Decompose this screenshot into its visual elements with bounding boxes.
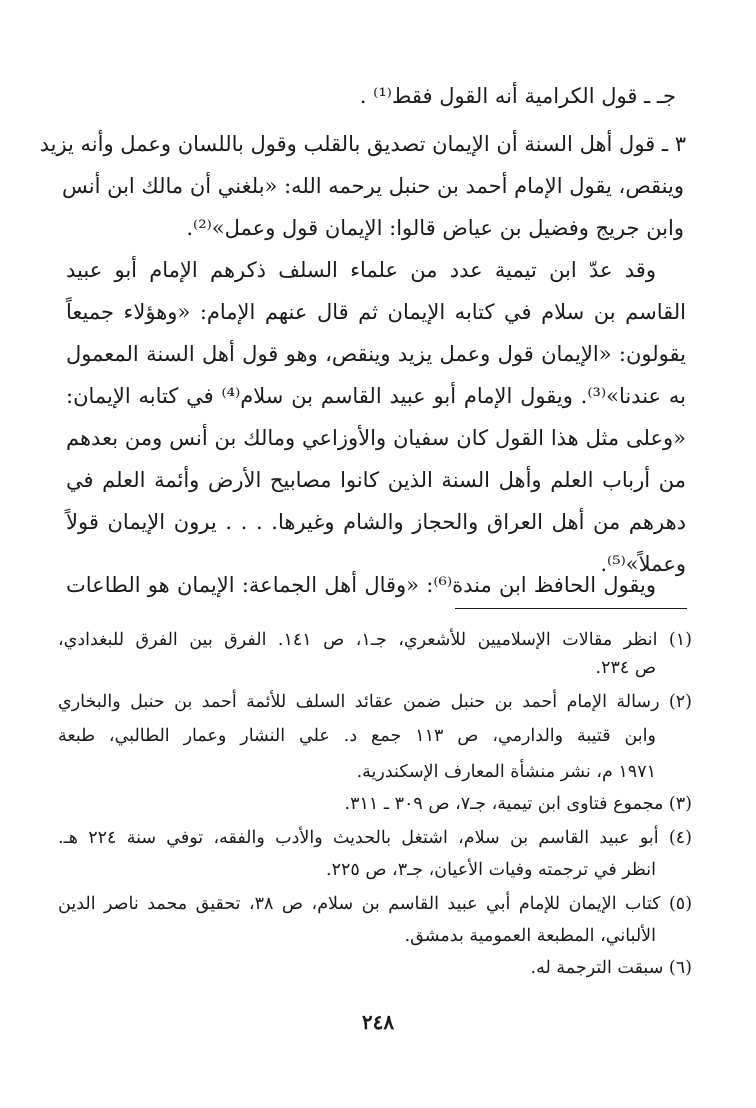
body-line: دهرهم من أهل العراق والحجاز والشام وغيرها. . . . يرون الإيمان قولاً [66, 510, 686, 534]
footnote-line: (٢) رسالة الإمام أحمد بن حنبل ضمن عقائد السلف للأئمة أحمد بن حنبل والبخاري [58, 692, 692, 712]
body-line: من أرباب العلم وأهل السنة الذين كانوا مصابيح الأرض وأئمة العلم في [66, 468, 686, 492]
body-line: وقد عدّ ابن تيمية عدد من علماء السلف ذكرهم الإمام أبو عبيد [66, 258, 656, 282]
body-line: وعملاً»⁽⁵⁾. [600, 552, 686, 576]
page-number: ٢٤٨ [361, 1010, 395, 1034]
body-line: وينقص، يقول الإمام أحمد بن حنبل يرحمه الله: «بلغني أن مالك ابن أنس [61, 174, 684, 198]
footnote-line: (٥) كتاب الإيمان للإمام أبي عبيد القاسم بن سلام، ص ٣٨، تحقيق محمد ناصر الدين [58, 894, 693, 914]
footnote-separator [455, 608, 687, 609]
footnote-line: انظر في ترجمته وفيات الأعيان، جـ٣، ص ٢٢٥. [325, 860, 656, 880]
footnote-line: (٤) أبو عبيد القاسم بن سلام، اشتغل بالحديث والأدب والفقه، توفي سنة ٢٢٤ هـ. [58, 828, 692, 848]
body-line: به عندنا»⁽³⁾. ويقول الإمام أبو عبيد القاسم بن سلام⁽⁴⁾ في كتابه الإيمان: [66, 384, 686, 408]
body-line: «وعلى مثل هذا القول كان سفيان والأوزاعي ومالك بن أنس ومن بعدهم [66, 426, 686, 450]
footnote-line: (٣) مجموع فتاوى ابن تيمية، جـ٧، ص ٣٠٩ ـ ٣١١. [344, 794, 692, 814]
body-line: القاسم بن سلام في كتابه الإيمان ثم قال عنهم الإمام: «وهؤلاء جميعاً [66, 300, 686, 324]
body-line: جـ ـ قول الكرامية أنه القول فقط⁽¹⁾ . [359, 84, 676, 108]
footnote-line: (٦) سبقت الترجمة له. [530, 958, 692, 978]
body-line: وابن جريج وفضيل بن عياض قالوا: الإيمان قول وعمل»⁽²⁾. [186, 216, 684, 240]
body-line: ويقول الحافظ ابن مندة⁽⁶⁾: «وقال أهل الجماعة: الإيمان هو الطاعات [66, 573, 656, 597]
body-line: يقولون: «الإيمان قول وعمل يزيد وينقص، وهو قول أهل السنة المعمول [66, 342, 686, 366]
footnote-line: الألباني، المطبعة العمومية بدمشق. [404, 926, 656, 946]
footnote-line: (١) انظر مقالات الإسلاميين للأشعري، جـ١، ص ١٤١. الفرق بين الفرق للبغدادي، [58, 630, 692, 650]
footnote-line: ١٩٧١ م، نشر منشأة المعارف الإسكندرية. [356, 762, 656, 782]
footnote-line: وابن قتيبة والدارمي، ص ١١٣ جمع د. علي النشار وعمار الطالبي، طبعة [58, 726, 656, 746]
footnote-line: ص ٢٣٤. [595, 658, 656, 678]
body-line: ٣ ـ قول أهل السنة أن الإيمان تصديق بالقلب وقول باللسان وعمل وأنه يزيد [39, 132, 686, 156]
